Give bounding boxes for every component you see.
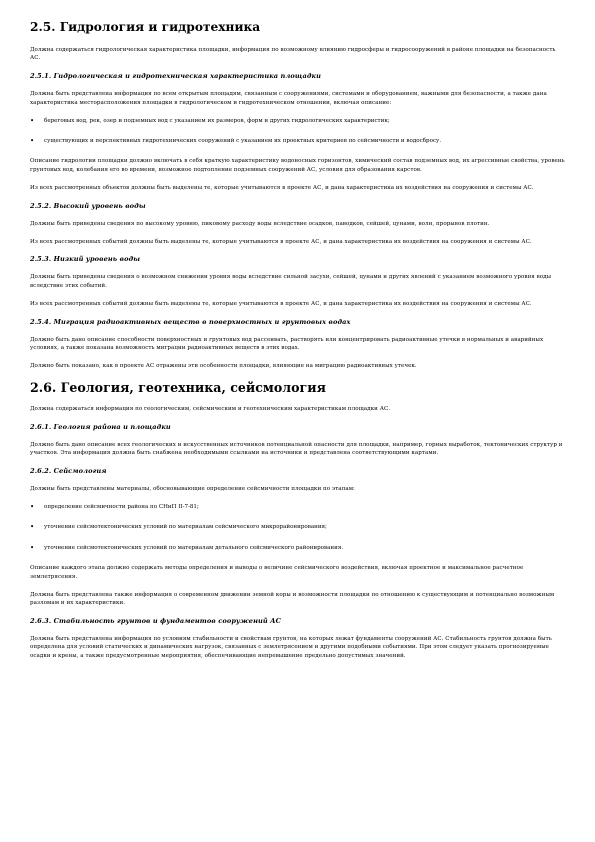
paragraph: Должно быть показано, как в проекте АС отражены эти особенности площадки, влияющие на миграцию радиоактивных утечек.: [30, 363, 417, 369]
subsection-2-6-1-heading: 2.6.1. Геология района и площадки: [30, 422, 171, 431]
paragraph: Описание каждого этапа должно содержать методы определения и выводы о величине сейсмического воздействия, включая проектное и максимальное расчетное землетрясения.: [30, 565, 524, 580]
paragraph: Описание гидрологии площадки должно включать в себя краткую характеристику водоносных горизонтов, химический состав подземных вод, их агрессивные свойства, уровень грунтовых вод, колебания его во времени, возможное подтопление подземных сооружений АС, условия для образования карстов.: [30, 158, 565, 173]
subsection-2-6-3-heading: 2.6.3. Стабильность грунтов и фундаментов сооружений АС: [30, 616, 281, 625]
paragraph: Из всех рассмотренных событий должны быть выделены те, которые учитываются в проекте АС, и дана характеристика их воздействия на сооружения и системы АС.: [30, 238, 532, 245]
list-item: • береговых вод, рек, озер и подземных вод с указанием их размеров, форм и других гидрологических характеристик;: [30, 117, 565, 125]
paragraph: Должно быть дано описание всех геологических и искусственных источников потенциальной опасности для площадки, например, горных выработок, тектонических структур и участков. Эта информация должна быть снабжена необходимыми ссылками на источники и представлена соответствующими картами.: [30, 441, 563, 457]
paragraph: Должно быть дано описание способности поверхностных и грунтовых вод рассеивать, растворять или концентрировать радиоактивные утечки в нормальных и аварийных условиях, а также показана возможность миграции радиоактивных веществ в этих водах.: [30, 336, 544, 352]
paragraph: Должна быть представлена также информация о современном движении земной коры и возможности площадки по отношению к существующим и потенциально возможным разломам и их характеристики.: [30, 591, 555, 606]
bullet-list: [30, 117, 565, 146]
paragraph: Должны быть приведены сведения по высокому уровню, пиковому расходу воды вследствие осадков, паводков, сейшей, цунами, волн, прорывов плотин.: [30, 220, 490, 227]
section-2-6-intro: Должна содержаться информация по геологическим, сейсмическим и геотехническим характеристикам площадки АС.: [30, 405, 391, 412]
paragraph: Должны быть приведены сведения о возможном снижении уровня воды вследствие сильной засухи, сейшей, цунами и других явлений с указанием возможного уровня воды вследствие этих событий.: [30, 274, 552, 289]
paragraph: Должны быть представлены материалы, обосновывающие определение сейсмичности площадки по этапам:: [30, 486, 355, 493]
subsection-2-5-1-heading: 2.5.1. Гидрологическая и гидротехническая характеристика площадки: [30, 72, 321, 81]
subsection-2-6-2-heading: 2.6.2. Сейсмология: [30, 467, 107, 476]
list-item: • уточнение сейсмотектонических условий по материалам детального сейсмического районирования.: [30, 544, 565, 552]
subsection-2-5-4-heading: 2.5.4. Миграция радиоактивных веществ в поверхностных и грунтовых водах: [30, 317, 351, 326]
list-item: • определение сейсмичности района по СНиП II-7-81;: [30, 503, 565, 511]
section-2-5-heading: 2.5. Гидрология и гидротехника: [30, 20, 261, 34]
list-item: • уточнение сейсмотектонических условий по материалам сейсмического микрорайонирования;: [30, 523, 565, 531]
subsection-2-5-3-heading: 2.5.3. Низкий уровень воды: [30, 255, 141, 264]
paragraph: Должна быть представлена информация по всем открытым площадям, связанным с сооружениями, системами и оборудованием, важными для безопасности, а также дана характеристика месторасположения площадки в гидрологическом и гидротехническом отношении, включая описание:: [30, 91, 547, 106]
section-2-5-intro: Должна содержаться гидрологическая характеристика площадки, информация по возможному влиянию гидросферы и гидросооружений в районе площадки на безопасность АС.: [30, 47, 556, 62]
paragraph: Должна быть представлена информация по условиям стабильности и свойствам грунтов, на которых лежат фундаменты сооружений АС. Стабильность грунтов должна быть определена для условий статических и динамических нагрузок, связанных с землетрясением и другими подобными событиями. При этом следует указать прогнозируемые осадки и крены, а также предусмотренные мероприятия, обеспечивающие непревышение предельно допустимых значений.: [30, 635, 552, 659]
paragraph: Из всех рассмотренных событий должны быть выделены те, которые учитываются в проекте АС, и дана характеристика их воздействия на сооружения и системы АС.: [30, 300, 532, 307]
section-2-6-heading: 2.6. Геология, геотехника, сейсмология: [30, 379, 326, 395]
bullet-list: [30, 503, 565, 552]
subsection-2-5-2-heading: 2.5.2. Высокий уровень воды: [30, 201, 146, 210]
list-item: • существующих и перспективных гидротехнических сооружений с указанием их проектных критериев по сейсмичности и водосбросу.: [30, 137, 565, 145]
paragraph: Из всех рассмотренных объектов должны быть выделены те, которые учитываются в проекте АС, и дана характеристика их воздействия на сооружения и системы АС.: [30, 184, 534, 191]
